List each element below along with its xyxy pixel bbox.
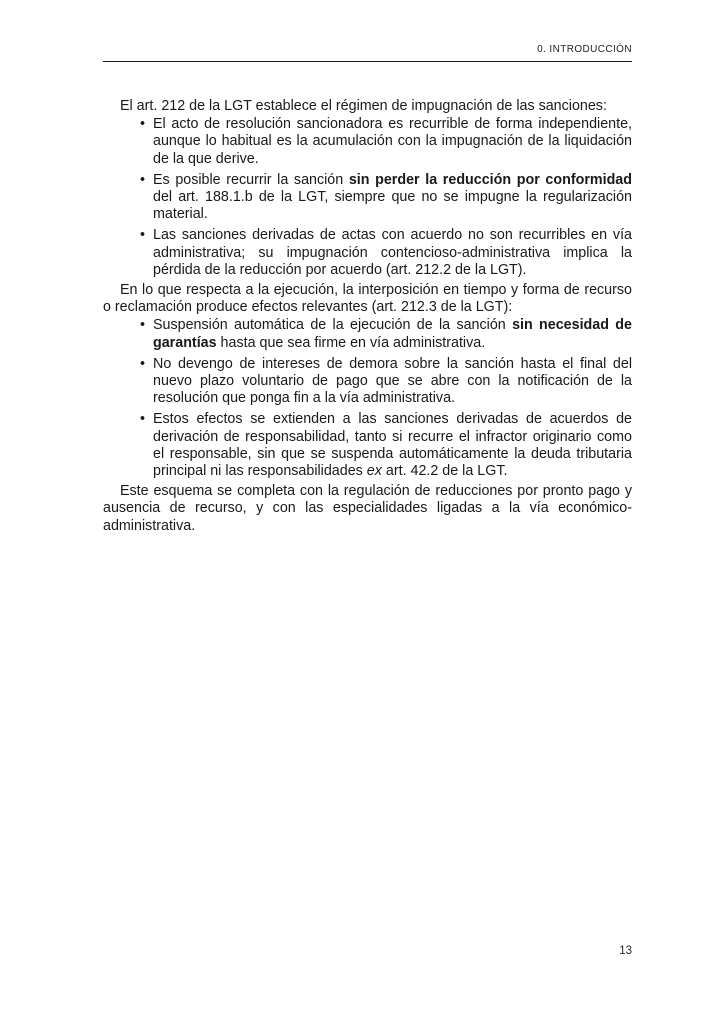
emphasis: sin perder la reducción por conformidad [348, 171, 632, 188]
intro-paragraph: El art. 212 de la LGT establece el régimen de impugnación de las sanciones: [120, 98, 607, 114]
list-item: • Suspensión automática de la ejecución de la sanción sin necesidad de garantías hasta que sea firme en vía administrativa. [140, 317, 632, 351]
page-number: 13 [619, 945, 632, 957]
list-item: • Es posible recurrir la sanción sin perder la reducción por conformidad del art. 188.1.b de la LGT, siempre que no se impugne la regularización material. [140, 171, 632, 223]
header-rule [103, 61, 632, 62]
bullet-icon: • [140, 317, 146, 334]
bullet-icon: • [140, 355, 146, 372]
closing-paragraph: Este esquema se completa con la regulación de reducciones por pronto pago y ausencia de recurso, y con las especialidades ligadas a la vía económico-administrativa. [103, 483, 632, 534]
bullet-icon: • [140, 411, 146, 428]
execution-effects-list [103, 317, 632, 480]
sanctions-appeal-list [103, 116, 632, 279]
italic-term: ex [366, 463, 382, 480]
list-item: • Las sanciones derivadas de actas con acuerdo no son recurribles en vía administrativa; su impugnación contencioso-administrativa implica la pérdida de la reducción por acuerdo (art. 212.2 de la LGT). [140, 227, 632, 278]
execution-paragraph: En lo que respecta a la ejecución, la interposición en tiempo y forma de recurso o reclamación produce efectos relevantes (art. 212.3 de la LGT): [103, 282, 632, 316]
list-item: • Estos efectos se extienden a las sanciones derivadas de acuerdos de derivación de responsabilidad, tanto si recurre el infractor originario como el responsable, sin que se suspenda automáticamente la deuda tributaria principal ni las responsabilidades ex art. 42.2 de la LGT. [140, 411, 632, 480]
running-header: 0. INTRODUCCIÓN [537, 44, 632, 55]
bullet-icon: • [140, 171, 146, 188]
bullet-icon: • [140, 227, 146, 244]
list-item: • El acto de resolución sancionadora es recurrible de forma independiente, aunque lo habitual es la acumulación con la impugnación de la liquidación de la que derive. [140, 116, 632, 167]
emphasis: sin necesidad de garantías [153, 317, 632, 351]
body-text [103, 98, 632, 535]
bullet-icon: • [140, 116, 146, 133]
list-item: • No devengo de intereses de demora sobre la sanción hasta el final del nuevo plazo voluntario de pago que se abre con la notificación de la resolución que ponga fin a la vía administrativa. [140, 355, 632, 407]
